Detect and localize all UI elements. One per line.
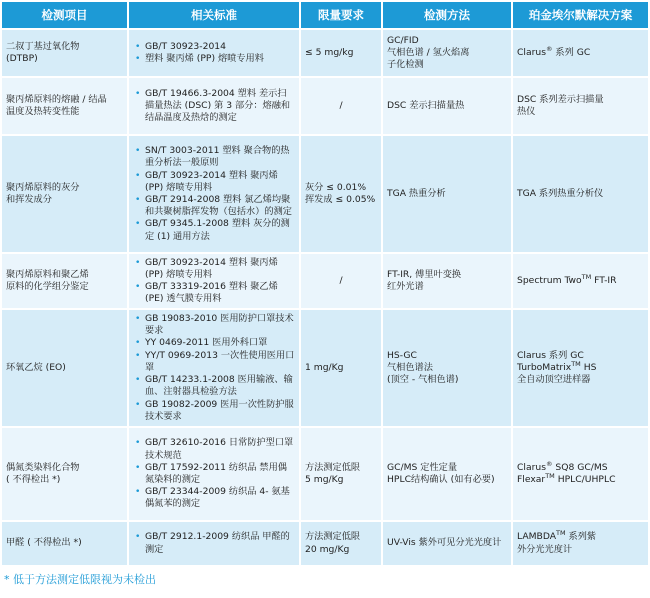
cell-method (382, 135, 512, 253)
cell-test-item (2, 309, 128, 427)
cell-solution (512, 77, 648, 135)
cell-method (382, 77, 512, 135)
cell-test-item (2, 427, 128, 521)
method (387, 35, 507, 72)
method-line: (顶空 - 气相色谱) (387, 374, 459, 386)
solution-text-rest: SQ8 GC/MS (552, 461, 608, 473)
standard-item: • YY/T 0969-2013 一次性使用医用口罩 (133, 350, 295, 374)
table-body (2, 29, 648, 565)
trademark-mark: ® (546, 459, 553, 468)
cell-standards (128, 427, 300, 521)
cell-solution (512, 253, 648, 309)
limit-line: 挥发成 ≤ 0.05% (305, 194, 376, 205)
cell-limit (300, 521, 382, 565)
limit (305, 362, 377, 374)
solution-text: DSC 系列差示扫描量 (517, 93, 604, 105)
solution-text: 全自动顶空进样器 (517, 374, 591, 386)
method-line: 气相色谱 / 氢火焰离 (387, 46, 470, 58)
standard-item: • GB/T 32610-2016 日常防护型口罩技术规范 (133, 437, 295, 461)
method-line: HPLC结构确认 (如有必要) (387, 474, 495, 485)
test-item-line: 聚丙烯原料的灰分 (6, 181, 80, 193)
cell-method (382, 309, 512, 427)
table-row (2, 135, 648, 253)
standard-item: • GB/T 30923-2014 塑料 聚丙烯 (PP) 熔喷专用料 (133, 170, 295, 194)
test-standards-table (2, 2, 648, 565)
solution-text: LAMBDA (517, 531, 557, 543)
test-item-line: 甲醛 ( 不得检出 *) (6, 537, 82, 549)
solution-text: 外分光光度计 (517, 543, 573, 555)
limit (305, 47, 377, 59)
test-item-line: 环氧乙烷 (EO) (6, 361, 66, 373)
solution-text-rest: HS (580, 361, 597, 373)
solution-text: Clarus (517, 46, 546, 58)
solution-text: Clarus (517, 461, 546, 473)
test-item (6, 269, 123, 293)
solution (517, 459, 644, 486)
solution-line (517, 531, 644, 543)
standards-list (133, 145, 295, 243)
standards-list (133, 313, 295, 423)
trademark-mark: ® (546, 44, 553, 53)
cell-limit (300, 309, 382, 427)
method-line: GC/MS 定性定量 (387, 461, 458, 473)
standard-item: • GB/T 23344-2009 纺织品 4- 氨基偶氮苯的测定 (133, 486, 295, 510)
method (387, 462, 507, 486)
standards-list (133, 257, 295, 306)
test-item-line: (DTBP) (6, 53, 38, 64)
test-item-line: 二叔丁基过氧化物 (6, 40, 80, 52)
test-item (6, 362, 123, 374)
solution-line (517, 544, 644, 556)
table-row (2, 309, 648, 427)
standard-item: • YY 0469-2011 医用外科口罩 (133, 337, 295, 349)
method-line: 气相色谱法 (387, 361, 433, 373)
header-limit: 限量要求 (300, 2, 382, 29)
solution-text: Spectrum Two (517, 274, 582, 286)
solution-line (517, 459, 644, 474)
cell-solution (512, 135, 648, 253)
solution-line (517, 188, 644, 200)
cell-standards (128, 77, 300, 135)
standard-item: • SN/T 3003-2011 塑料 聚合物的热重分析法一般原则 (133, 145, 295, 169)
limit-line: 5 mg/Kg (305, 474, 344, 485)
standards-list (133, 88, 295, 125)
limit (305, 182, 377, 206)
cell-solution (512, 521, 648, 565)
test-item-line: 聚丙烯原料和聚乙烯 (6, 268, 89, 280)
standard-item: • GB 19083-2010 医用防护口罩技术要求 (133, 313, 295, 337)
standard-item: • GB/T 30923-2014 (133, 41, 295, 53)
solution-line (517, 106, 644, 118)
cell-solution (512, 427, 648, 521)
method-line: HS-GC (387, 349, 417, 361)
limit (305, 531, 377, 555)
cell-standards (128, 253, 300, 309)
cell-test-item (2, 253, 128, 309)
cell-standards (128, 135, 300, 253)
cell-standards (128, 309, 300, 427)
standard-item: • GB/T 30923-2014 塑料 聚丙烯 (PP) 熔喷专用料 (133, 257, 295, 281)
table-row (2, 29, 648, 77)
solution-text: TGA 系列热重分析仪 (517, 187, 604, 199)
solution (517, 94, 644, 118)
solution-line (517, 44, 644, 59)
trademark-mark: TM (556, 529, 566, 538)
limit-line: ≤ 5 mg/kg (305, 46, 354, 58)
method-line: UV-Vis 紫外可见分光光度计 (387, 537, 502, 549)
solution-line (517, 359, 644, 374)
limit-line: 灰分 ≤ 0.01% (305, 181, 367, 193)
method-line: GC/FID (387, 34, 419, 46)
test-item (6, 537, 123, 549)
cell-method (382, 253, 512, 309)
standard-item: • GB/T 19466.3-2004 塑料 差示扫描量热法 (DSC) 第 3 部分：熔融和结晶温度及热焓的测定 (133, 88, 295, 125)
test-item (6, 94, 123, 118)
cell-method (382, 29, 512, 77)
solution-text-rest: 系列 GC (552, 46, 591, 58)
solution-line (517, 272, 644, 287)
test-item (6, 182, 123, 206)
test-item-line: 原料的化学组分鉴定 (6, 281, 89, 292)
method (387, 350, 507, 387)
solution (517, 272, 644, 287)
table-row (2, 427, 648, 521)
solution (517, 188, 644, 200)
solution-text: 热仪 (517, 106, 536, 117)
table-row (2, 77, 648, 135)
test-item (6, 462, 123, 486)
standard-item: • GB/T 33319-2016 塑料 聚乙烯 (PE) 透气膜专用料 (133, 281, 295, 305)
table-row (2, 521, 648, 565)
cell-method (382, 521, 512, 565)
test-item-line: ( 不得检出 *) (6, 474, 61, 485)
trademark-mark: TM (581, 272, 592, 281)
solution (517, 350, 644, 387)
test-item-line: 温度及热转变性能 (6, 106, 80, 117)
limit (305, 462, 377, 486)
cell-limit (300, 77, 382, 135)
cell-test-item (2, 77, 128, 135)
solution (517, 44, 644, 59)
solution-text-rest: FT-IR (591, 274, 617, 286)
header-method: 检测方法 (382, 2, 512, 29)
standard-item: • GB 19082-2009 医用一次性防护服技术要求 (133, 399, 295, 423)
standards-list (133, 41, 295, 65)
limit-line: / (339, 274, 343, 286)
cell-solution (512, 29, 648, 77)
table-row (2, 253, 648, 309)
test-item-line: 聚丙烯原料的熔融 / 结晶 (6, 93, 107, 105)
cell-limit (300, 29, 382, 77)
solution-text: Clarus 系列 GC (517, 349, 584, 361)
standard-item: • 塑料 聚丙烯 (PP) 熔喷专用料 (133, 53, 295, 65)
cell-test-item (2, 29, 128, 77)
standards-list (133, 531, 295, 555)
cell-standards (128, 29, 300, 77)
trademark-mark: TM (545, 471, 555, 480)
trademark-mark: TM (571, 359, 581, 368)
cell-limit (300, 427, 382, 521)
solution-line (517, 471, 644, 486)
cell-test-item (2, 521, 128, 565)
limit-line: 20 mg/Kg (305, 543, 350, 555)
header-solution: 珀金埃尔默解决方案 (512, 2, 648, 29)
test-item-line: 和挥发成分 (6, 194, 52, 205)
cell-limit (300, 253, 382, 309)
limit-line: / (339, 99, 343, 111)
header-standards: 相关标准 (128, 2, 300, 29)
cell-standards (128, 521, 300, 565)
solution-text-rest: HPLC/UHPLC (554, 474, 616, 485)
method (387, 269, 507, 293)
method-line: FT-IR, 傅里叶变换 (387, 268, 462, 280)
method (387, 100, 507, 112)
method-line: TGA 热重分析 (387, 187, 446, 199)
solution-line (517, 94, 644, 106)
footnote: * 低于方法测定低限视为未检出 (4, 573, 156, 586)
standard-item: • GB/T 9345.1-2008 塑料 灰分的测定 (1) 通用方法 (133, 218, 295, 242)
solution-text-rest: 系列紫 (565, 531, 597, 543)
test-item (6, 41, 123, 65)
cell-limit (300, 135, 382, 253)
standard-item: • GB/T 2912.1-2009 纺织品 甲醛的测定 (133, 531, 295, 555)
solution-text: TurboMatrix (517, 361, 572, 373)
solution-text: Flexar (517, 474, 546, 485)
method-line: 子化检测 (387, 59, 424, 71)
limit (305, 275, 377, 287)
standards-list (133, 437, 295, 510)
limit (305, 100, 377, 112)
limit-line: 方法测定低限 (305, 531, 361, 543)
standard-item: • GB/T 17592-2011 纺织品 禁用偶氮染料的测定 (133, 462, 295, 486)
cell-method (382, 427, 512, 521)
test-item-line: 偶氮类染料化合物 (6, 461, 80, 473)
limit-line: 1 mg/Kg (305, 361, 344, 373)
solution-line (517, 374, 644, 386)
solution (517, 531, 644, 555)
header-test-item: 检测项目 (2, 2, 128, 29)
method-line: DSC 差示扫描量热 (387, 99, 465, 111)
standard-item: • GB/T 14233.1-2008 医用输液、输血、注射器具检验方法 (133, 374, 295, 398)
cell-test-item (2, 135, 128, 253)
cell-solution (512, 309, 648, 427)
method (387, 188, 507, 200)
table-header-row (2, 2, 648, 29)
limit-line: 方法测定低限 (305, 461, 361, 473)
method-line: 红外光谱 (387, 281, 424, 292)
standard-item: • GB/T 2914-2008 塑料 氯乙烯均聚和共聚树脂挥发物（包括水）的测定 (133, 194, 295, 218)
method (387, 537, 507, 549)
